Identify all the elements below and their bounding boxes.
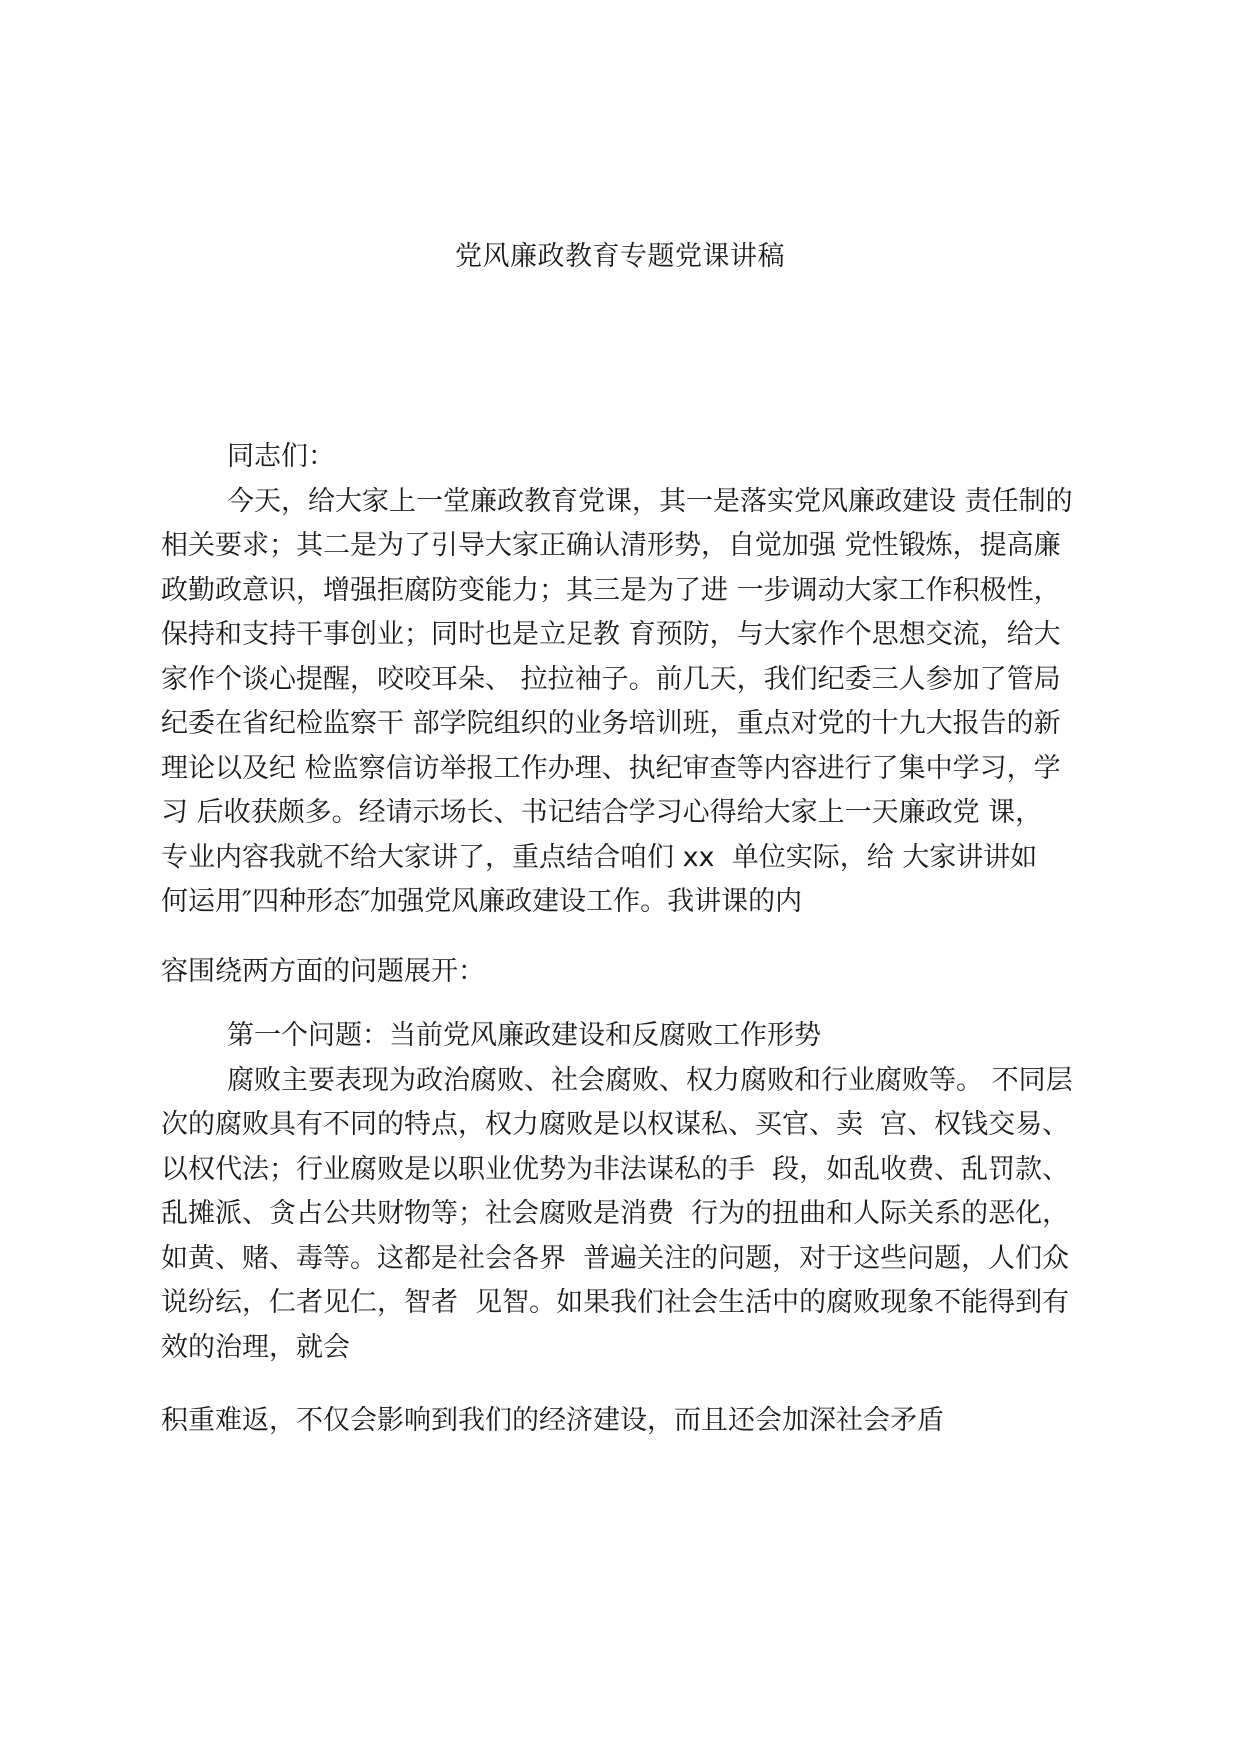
document-title: 党风廉政教育专题党课讲稿 [455, 241, 785, 272]
paragraph-line: 纪委在省纪检监察干 部学院组织的业务培训班，重点对党的十九大报告的新 [161, 708, 1061, 739]
paragraph-line: 相关要求；其二是为了引导大家正确认清形势，自觉加强 党性锻炼，提高廉 [161, 530, 1061, 561]
paragraph-line: 说纷纭，仁者见仁，智者 见智。如果我们社会生活中的腐败现象不能得到有 [161, 1287, 1070, 1318]
paragraph-continuation-block [161, 950, 1121, 995]
paragraph-line: 如黄、赌、毒等。这都是社会各界 普遍关注的问题，对于这些问题，人们众 [161, 1242, 1070, 1274]
opening-block [161, 435, 1121, 925]
paragraph-line: 政勤政意识，增强拒腐防变能力；其三是为了进 一步调动大家工作积极性， [161, 574, 1061, 606]
paragraph-line: 理论以及纪 检监察信访举报工作办理、执纪审查等内容进行了集中学习，学 [161, 752, 1061, 784]
paragraph-line: 乱摊派、贪占公共财物等；社会腐败是消费 行为的扭曲和人际关系的恶化， [161, 1198, 1070, 1229]
paragraph-line: 何运用″四种形态″加强党风廉政建设工作。我讲课的内 [161, 886, 803, 917]
paragraph-line: 腐败主要表现为政治腐败、社会腐败、权力腐败和行业腐败等。 不同层 [227, 1064, 1073, 1096]
paragraph-line: 次的腐败具有不同的特点，权力腐败是以权谋私、买官、卖 宫、权钱交易、 [161, 1109, 1070, 1140]
paragraph-line: 家作个谈心提醒，咬咬耳朵、 拉拉袖子。前几天，我们纪委三人参加了管局 [161, 663, 1061, 695]
section-heading: 第一个问题：当前党风廉政建设和反腐败工作形势 [227, 1020, 821, 1051]
paragraph-line: 习 后收获颇多。经请示场长、书记结合学习心得给大家上一天廉政党 课， [161, 797, 1043, 828]
paragraph-line: 专业内容我就不给大家讲了，重点结合咱们 xx 单位实际，给 大家讲讲如 [161, 841, 1038, 873]
paragraph-line: 今天，给大家上一堂廉政教育党课，其一是落实党风廉政建设 责任制的 [227, 485, 1073, 517]
paragraph-line: 以权代法；行业腐败是以职业优势为非法谋私的手 段，如乱收费、乱罚款、 [161, 1153, 1070, 1185]
section-block [161, 1014, 1121, 1370]
final-line-block [161, 1399, 1121, 1444]
paragraph-continuation: 积重难返，不仅会影响到我们的经济建设，而且还会加深社会矛盾 [161, 1405, 944, 1436]
salutation: 同志们： [227, 441, 335, 472]
paragraph-continuation: 容围绕两方面的问题展开： [161, 956, 485, 987]
paragraph-line: 保持和支持干事创业；同时也是立足教 育预防，与大家作个思想交流，给大 [161, 619, 1061, 650]
paragraph-line: 效的治理，就会 [161, 1331, 350, 1363]
